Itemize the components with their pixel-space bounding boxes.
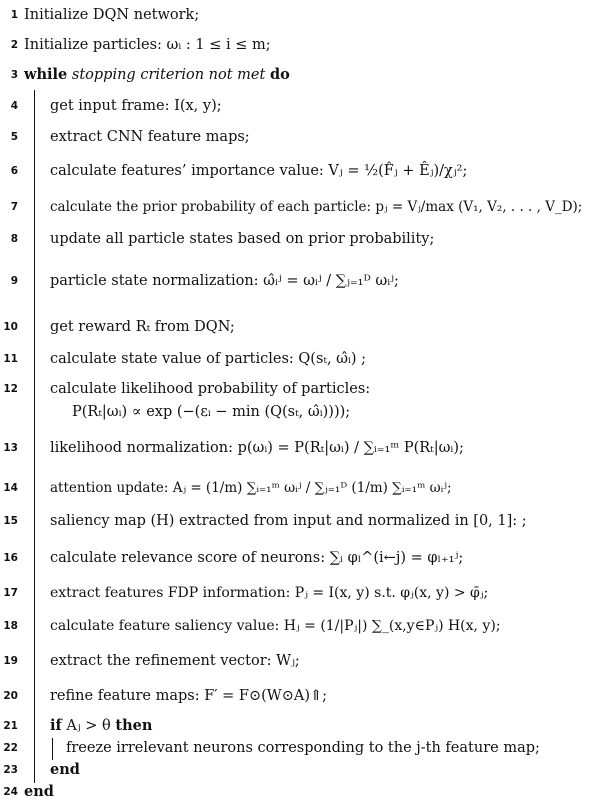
line-number: 24 [3,786,18,798]
line-number: 15 [3,515,18,527]
line-number: 18 [3,620,18,632]
algorithm-line [0,316,614,338]
line-text: Initialize DQN network; [24,7,200,23]
line-number: 21 [3,720,18,732]
line-number: 20 [3,690,18,702]
line-number: 3 [10,69,18,81]
line-number: 23 [3,764,18,776]
line-text: extract features FDP information: Pⱼ = I(x, y) s.t. φⱼ(x, y) > φ̄ⱼ; [50,585,489,601]
line-number: 2 [10,39,18,51]
algorithm-line [0,547,614,569]
line-text: get input frame: I(x, y); [50,98,222,114]
line-number: 14 [3,482,18,494]
keyword-then: then [115,717,153,734]
algorithm-line [0,715,614,737]
keyword-end-if: end [50,761,80,778]
line-number: 19 [3,655,18,667]
algorithm-line [0,510,614,532]
loop-condition: stopping criterion not met [71,67,266,83]
keyword-if: if [50,717,62,734]
line-text: P(Rₜ|ωᵢ) ∝ exp (−(εᵢ − min (Q(sₜ, ω̂ᵢ)))); [72,404,351,420]
line-number: 13 [3,442,18,454]
algorithm-line [0,650,614,672]
line-text: Initialize particles: ωᵢ : 1 ≤ i ≤ m; [24,37,271,53]
algorithm-line [0,759,614,781]
line-number: 10 [3,321,18,333]
line-text: particle state normalization: ω̂ᵢʲ = ωᵢʲ / ∑ⱼ₌₁ᴰ ωᵢʲ; [50,273,399,289]
algorithm-line [0,582,614,604]
algorithm-line [0,228,614,250]
keyword-while: while [24,66,68,83]
algorithm-line [0,615,614,637]
line-text: saliency map (H) extracted from input and normalized in [0, 1]: ; [50,513,527,529]
algorithm-line [0,34,614,56]
line-number: 11 [3,353,18,365]
line-text: extract CNN feature maps; [50,129,250,145]
algorithm-line [0,126,614,148]
line-text: likelihood normalization: p(ωᵢ) = P(Rₜ|ωᵢ) / ∑ᵢ₌₁ᵐ P(Rₜ|ωᵢ); [50,440,464,456]
line-text: calculate state value of particles: Q(sₜ, ω̂ᵢ) ; [50,351,367,367]
algorithm-line [0,477,614,499]
line-text: update all particle states based on prior probability; [50,231,435,247]
line-text: get reward Rₜ from DQN; [50,319,235,335]
line-number: 5 [10,131,18,143]
line-text [24,65,290,85]
line-text: calculate likelihood probability of particles: [50,381,371,397]
line-text: refine feature maps: F′ = F⊙(W⊙A)⇑; [50,688,328,704]
algorithm-line [0,4,614,26]
line-number: 8 [10,233,18,245]
if-condition: Aⱼ > θ [66,718,111,734]
algorithm-line [0,160,614,182]
line-number: 22 [3,742,18,754]
algorithm-line [0,196,614,218]
line-text: extract the refinement vector: Wⱼ; [50,653,300,669]
keyword-end-while: end [24,783,54,800]
line-text: calculate the prior probability of each particle: pⱼ = Vⱼ/max (V₁, V₂, . . . , V_D); [50,199,583,215]
line-text [50,716,152,736]
line-number: 16 [3,552,18,564]
line-text: calculate feature saliency value: Hⱼ = (1/|Pⱼ|) ∑_(x,y∈Pⱼ) H(x, y); [50,618,501,634]
line-number: 6 [10,165,18,177]
line-number: 7 [10,201,18,213]
algorithm-line [0,348,614,370]
algorithm-line [0,781,614,803]
line-number: 12 [3,383,18,395]
algorithm-line [0,737,614,759]
line-number: 9 [10,275,18,287]
algorithm-line [0,378,614,420]
line-number: 1 [10,9,18,21]
algorithm-line [0,95,614,117]
line-number: 17 [3,587,18,599]
line-text: calculate relevance score of neurons: ∑ᵢ φₗ^(i←j) = φₗ₊₁ʲ; [50,550,464,566]
algorithm-line [0,270,614,292]
keyword-do: do [269,66,290,83]
line-text: calculate features’ importance value: Vⱼ = ½(F̂ⱼ + Êⱼ)/χⱼ²; [50,163,468,179]
algorithm-line [0,437,614,459]
algorithm-line [0,64,614,86]
line-number: 4 [10,100,18,112]
line-text: attention update: Aⱼ = (1/m) ∑ᵢ₌₁ᵐ ωᵢʲ / ∑ⱼ₌₁ᴰ (1/m) ∑ᵢ₌₁ᵐ ωᵢʲ; [50,480,452,496]
line-text: freeze irrelevant neurons corresponding to the j-th feature map; [66,740,540,756]
algorithm-line [0,685,614,707]
